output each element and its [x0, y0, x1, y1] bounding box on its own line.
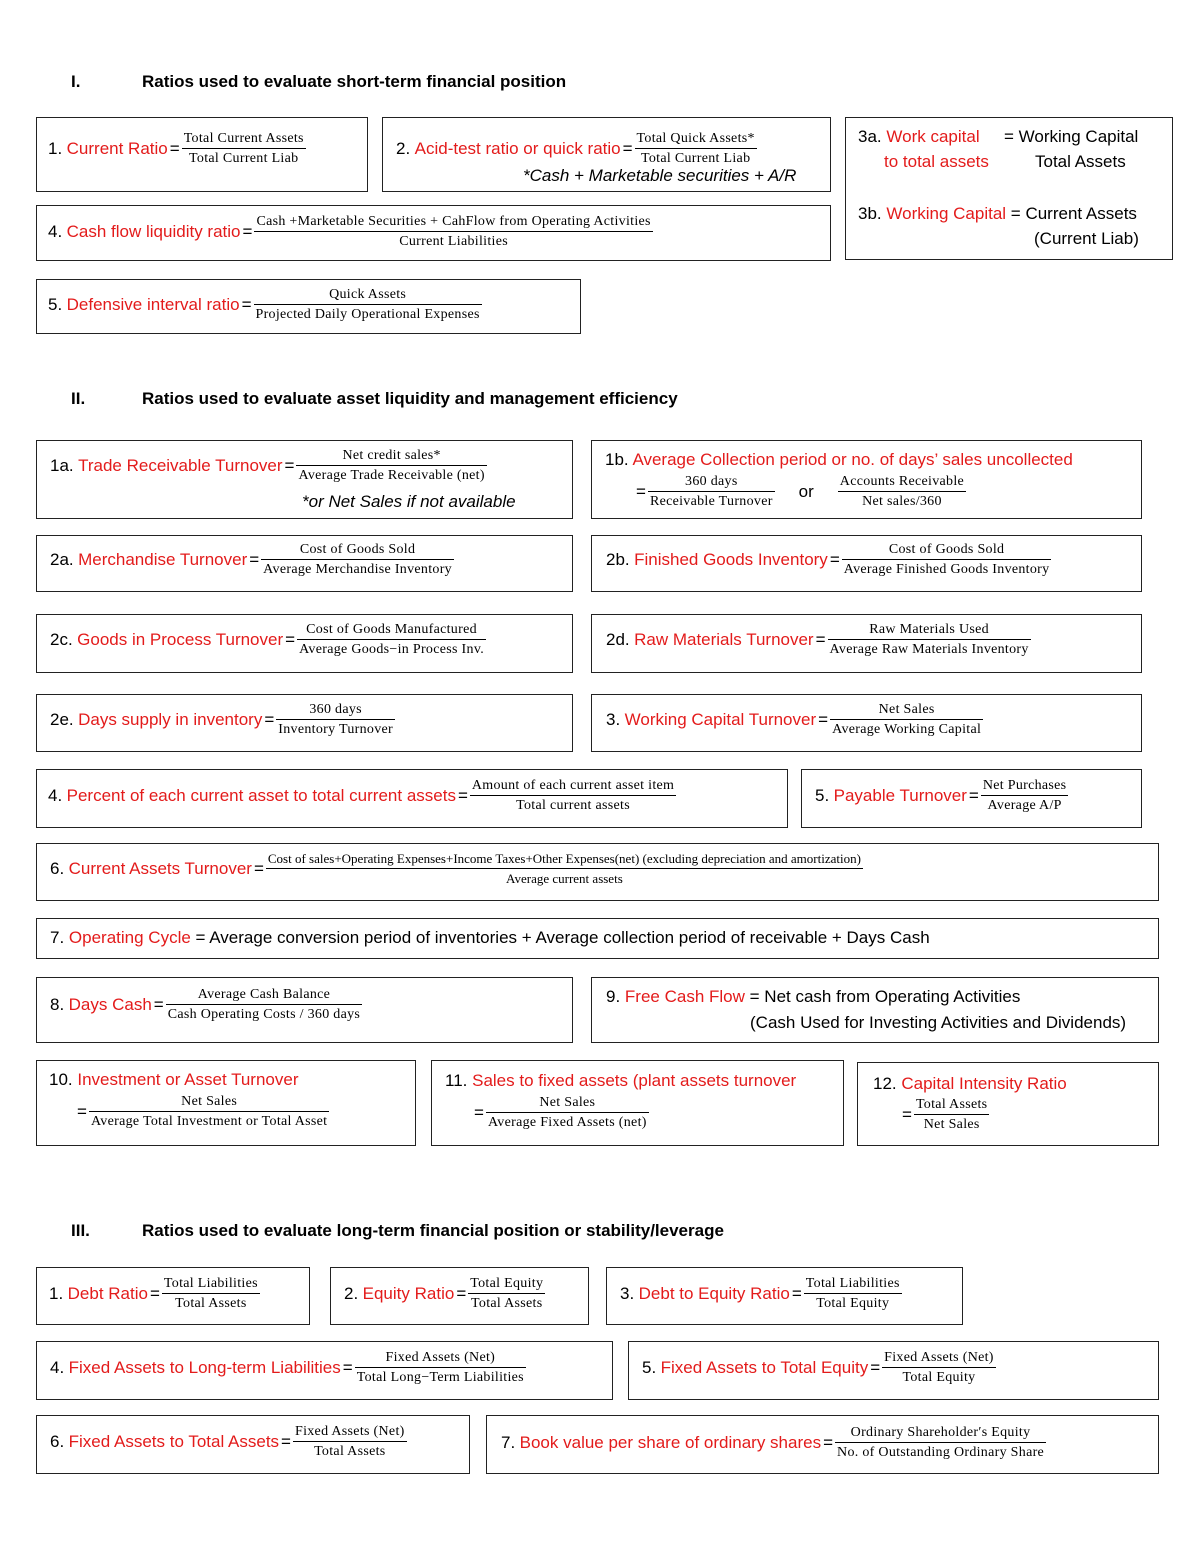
- formula-fraction: [297, 622, 486, 658]
- numerator: Cash +Marketable Securities + CahFlow from Operating Activities: [256, 214, 651, 229]
- ratio-cash-flow-liquidity: 4. Cash flow liquidity ratio = Cash +Marketable Securities + CahFlow from Operating Activities Current Liabilities: [36, 205, 831, 261]
- ratio-name: Work capital: [886, 127, 980, 146]
- formula-fraction: [882, 1350, 996, 1386]
- denominator: Total Long−Term Liabilities: [355, 1367, 526, 1386]
- formula-fraction: [648, 474, 775, 510]
- numerator: Net Sales: [878, 702, 935, 717]
- numerator: Net credit sales*: [342, 448, 441, 463]
- formula-fraction: [914, 1097, 989, 1133]
- ratio-working-capital: 3a. Work capital to total assets = Working Capital Total Assets 3b. Working Capital = Current Assets (Current Liab): [845, 117, 1173, 260]
- formula-fraction: [830, 702, 983, 738]
- denominator: Average Total Investment or Total Asset: [89, 1111, 329, 1130]
- ratio-days-supply-in-inventory: 2e. Days supply in inventory = $\frac{\text{360 days}}{\text{Inventory Turnover}}$: [36, 694, 573, 752]
- formula-fraction: [486, 1095, 649, 1131]
- ratio-name: Finished Goods Inventory: [634, 550, 828, 569]
- ratio-name: Average Collection period or no. of days’ sales uncollected: [632, 450, 1073, 469]
- formula-fraction: [89, 1094, 329, 1130]
- formula-fraction: [468, 1276, 545, 1312]
- section-title: Ratios used to evaluate short-term financial position: [142, 72, 567, 91]
- numerator: Total Current Assets: [183, 131, 304, 146]
- numerator: Accounts Receivable: [839, 474, 965, 489]
- denominator: Total Assets: [468, 1293, 545, 1312]
- ratio-name: Working Capital: [886, 204, 1007, 223]
- ratio-name: Fixed Assets to Total Assets: [68, 1432, 280, 1451]
- numerator: 360 days: [685, 474, 738, 489]
- denominator: Average Raw Materials Inventory: [828, 639, 1031, 658]
- numerator: Raw Materials Used: [869, 622, 989, 637]
- ratio-name: Capital Intensity Ratio: [901, 1074, 1067, 1093]
- formula-fraction: [254, 287, 482, 323]
- denominator: Average Finished Goods Inventory: [842, 559, 1052, 578]
- section-title: Ratios used to evaluate long-term financial position or stability/leverage: [142, 1221, 724, 1240]
- denominator: Projected Daily Operational Expenses: [254, 304, 482, 323]
- formula-fraction: [182, 131, 306, 167]
- numerator: Cost of Goods Sold: [299, 542, 416, 557]
- formula-fraction: [835, 1425, 1046, 1461]
- ratio-name: Debt Ratio: [67, 1284, 148, 1303]
- ratio-name: Percent of each current asset to total current assets: [66, 786, 456, 805]
- ratio-free-cash-flow: 9. Free Cash Flow = Net cash from Operating Activities (Cash Used for Investing Activities and Dividends): [591, 977, 1159, 1043]
- denominator: Average Merchandise Inventory: [261, 559, 454, 578]
- ratio-name: Book value per share of ordinary shares: [519, 1433, 822, 1452]
- formula-fraction: [254, 214, 652, 250]
- ratio-debt: 1. Debt Ratio = $\frac{\text{Total Liabilities}}{\text{Total Assets}}$: [36, 1267, 310, 1325]
- section-number: I.: [71, 72, 81, 91]
- ratio-number: 1.: [48, 139, 63, 158]
- ratio-book-value-per-share: 7. Book value per share of ordinary shares = $\frac{\text{Ordinary Shareholder′s Equity}}{\text{No. of Outstanding Ordinary Share}}$: [486, 1415, 1159, 1474]
- ratio-payable-turnover: 5. Payable Turnover = $\frac{\text{Net Purchases}}{\text{Average A/P}}$: [801, 769, 1142, 828]
- ratio-raw-materials-turnover: 2d. Raw Materials Turnover = $\frac{\text{Raw Materials Used}}{\text{Average Raw Materials Inventory}}$: [591, 614, 1142, 673]
- ratio-name: Payable Turnover: [833, 786, 967, 805]
- footnote: *or Net Sales if not available: [302, 492, 516, 511]
- ratio-merchandise-turnover: 2a. Merchandise Turnover = $\frac{\text{Cost of Goods Sold}}{\text{Average Merchandise Inventory}}$: [36, 535, 573, 592]
- denominator: Average Goods−in Process Inv.: [297, 639, 486, 658]
- formula-fraction: [635, 131, 757, 167]
- ratio-name: Investment or Asset Turnover: [77, 1070, 299, 1089]
- denominator: Average Fixed Assets (net): [486, 1112, 649, 1131]
- numerator: Total Liabilities: [163, 1276, 258, 1291]
- ratio-equity: 2. Equity Ratio = $\frac{\text{Total Equity}}{\text{Total Assets}}$: [330, 1267, 589, 1325]
- ratio-name: Days supply in inventory: [78, 710, 263, 729]
- ratio-goods-in-process-turnover: 2c. Goods in Process Turnover = $\frac{\text{Cost of Goods Manufactured}}{\text{Average Goods−in Process Inv.}}$: [36, 614, 573, 673]
- ratio-name: Trade Receivable Turnover: [78, 456, 283, 475]
- denominator: Average Trade Receivable (net): [296, 465, 486, 484]
- ratio-current: 1. Current Ratio = $\frac{\text{Total Current Assets}}{\text{Total Current Liab}}$: [36, 117, 368, 192]
- ratio-trade-receivable-turnover: 1a. Trade Receivable Turnover = $\frac{\text{Net credit sales*}}{\text{Average Trade Receivable (net)}}$ *or Net Sales if not available: [36, 440, 573, 519]
- ratio-name: Defensive interval ratio: [66, 295, 240, 314]
- ratio-name: Free Cash Flow: [624, 987, 745, 1006]
- ratio-name: Days Cash: [68, 995, 152, 1014]
- numerator: Amount of each current asset item: [471, 778, 675, 793]
- ratio-debt-to-equity: 3. Debt to Equity Ratio = $\frac{\text{Total Liabilities}}{\text{Total Equity}}$: [606, 1267, 963, 1325]
- formula-fraction: [842, 542, 1052, 578]
- ratio-fixed-assets-to-long-term-liabilities: 4. Fixed Assets to Long-term Liabilities = $\frac{\text{Fixed Assets (Net)}}{\text{Total Long−Term Liabilities}}$: [36, 1341, 613, 1400]
- denominator: Total Equity: [882, 1367, 996, 1386]
- numerator: Fixed Assets (Net): [294, 1424, 405, 1439]
- formula-fraction: [470, 778, 676, 814]
- numerator: Net Sales: [539, 1095, 596, 1110]
- ratio-capital-intensity: 12. Capital Intensity Ratio = $\frac{\text{Total Assets}}{\text{Net Sales}}$: [857, 1062, 1159, 1146]
- formula-fraction: [166, 987, 362, 1023]
- ratio-name: Current Ratio: [66, 139, 168, 158]
- ratio-name: Merchandise Turnover: [78, 550, 248, 569]
- ratio-name: Operating Cycle: [68, 928, 191, 947]
- denominator: Net Sales: [914, 1114, 989, 1133]
- numerator: Cost of sales+Operating Expenses+Income Taxes+Other Expenses(net) (excluding depreciation and amortization): [267, 851, 861, 866]
- denominator: Net sales/360: [838, 491, 966, 510]
- ratio-sales-to-fixed-assets: 11. Sales to fixed assets (plant assets turnover = $\frac{\text{Net Sales}}{\text{Average Fixed Assets (net)}}$: [431, 1060, 844, 1146]
- numerator: Total Assets: [915, 1097, 988, 1112]
- denominator: Total Assets: [293, 1441, 407, 1460]
- ratio-fixed-assets-to-total-assets: 6. Fixed Assets to Total Assets = $\frac{\text{Fixed Assets (Net)}}{\text{Total Assets}}$: [36, 1415, 470, 1474]
- ratio-name: Fixed Assets to Total Equity: [660, 1358, 869, 1377]
- denominator: Total Assets: [162, 1293, 260, 1312]
- denominator: Cash Operating Costs / 360 days: [166, 1004, 362, 1023]
- denominator: Total Current Liab: [182, 148, 306, 167]
- ratio-name: Current Assets Turnover: [68, 859, 252, 878]
- denominator: Total Current Liab: [635, 148, 757, 167]
- numerator: Fixed Assets (Net): [385, 1350, 496, 1365]
- numerator: Net Sales: [181, 1094, 238, 1109]
- denominator: Inventory Turnover: [276, 719, 395, 738]
- formula-fraction: [981, 778, 1069, 814]
- ratio-name: Goods in Process Turnover: [77, 630, 284, 649]
- denominator: Receivable Turnover: [648, 491, 775, 510]
- numerator: Ordinary Shareholder′s Equity: [850, 1425, 1031, 1440]
- formula-fraction: [804, 1276, 902, 1312]
- section-title: Ratios used to evaluate asset liquidity and management efficiency: [142, 389, 678, 408]
- formula-fraction: [838, 474, 966, 510]
- formula-fraction: [266, 851, 863, 887]
- formula-fraction: [162, 1276, 260, 1312]
- formula-fraction: [276, 702, 395, 738]
- ratio-name: Equity Ratio: [362, 1284, 455, 1303]
- ratio-acid-test: 2. Acid-test ratio or quick ratio = $\frac{\text{Total Quick Assets*}}{\text{Total Current Liab}}$ *Cash + Marketable securities + A/R: [382, 117, 831, 192]
- ratio-name: Fixed Assets to Long-term Liabilities: [68, 1358, 341, 1377]
- numerator: Cost of Goods Manufactured: [306, 622, 477, 637]
- numerator: Average Cash Balance: [197, 987, 331, 1002]
- ratio-name: Sales to fixed assets (plant assets turnover: [472, 1071, 797, 1090]
- ratio-days-cash: 8. Days Cash = $\frac{\text{Average Cash Balance}}{\text{Cash Operating Costs / 360 days}}$: [36, 977, 573, 1043]
- formula-fraction: [828, 622, 1031, 658]
- formula-fraction: [296, 448, 486, 484]
- footnote: *Cash + Marketable securities + A/R: [523, 166, 797, 185]
- denominator: Average Working Capital: [830, 719, 983, 738]
- formula-fraction: [261, 542, 454, 578]
- denominator: Current Liabilities: [254, 231, 652, 250]
- ratio-name: Cash flow liquidity ratio: [66, 222, 241, 241]
- formula-fraction: [355, 1350, 526, 1386]
- denominator: No. of Outstanding Ordinary Share: [835, 1442, 1046, 1461]
- numerator: Total Quick Assets*: [636, 131, 755, 146]
- denominator: Average A/P: [981, 795, 1069, 814]
- numerator: Cost of Goods Sold: [888, 542, 1005, 557]
- ratio-name: Raw Materials Turnover: [634, 630, 814, 649]
- ratio-working-capital-turnover: 3. Working Capital Turnover = $\frac{\text{Net Sales}}{\text{Average Working Capital}}$: [591, 694, 1142, 752]
- denominator: Total current assets: [470, 795, 676, 814]
- numerator: 360 days: [309, 702, 362, 717]
- ratio-investment-asset-turnover: 10. Investment or Asset Turnover = $\frac{\text{Net Sales}}{\text{Average Total Investment or Total Asset}}$: [36, 1060, 416, 1146]
- numerator: Fixed Assets (Net): [884, 1350, 994, 1365]
- ratio-finished-goods-inventory: 2b. Finished Goods Inventory = $\frac{\text{Cost of Goods Sold}}{\text{Average Finished Goods Inventory}}$: [591, 535, 1142, 592]
- ratio-name: Working Capital Turnover: [624, 710, 817, 729]
- ratio-defensive-interval: 5. Defensive interval ratio = $\frac{\text{Quick Assets}}{\text{Projected Daily Operational Expenses}}$: [36, 279, 581, 334]
- ratio-average-collection-period: 1b. Average Collection period or no. of days’ sales uncollected = $\frac{\text{360 days}}{\text{Receivable Turnover}}$ or $\frac{\text{Accounts Receivable}}{\text{Net sales/360}}$: [591, 440, 1142, 519]
- numerator: Quick Assets: [329, 287, 407, 302]
- denominator: Total Equity: [804, 1293, 902, 1312]
- ratio-percent-current-assets: 4. Percent of each current asset to total current assets = $\frac{\text{Amount of each current asset item}}{\text{Total current assets}}$: [36, 769, 788, 828]
- numerator: Total Equity: [470, 1276, 544, 1291]
- ratio-fixed-assets-to-total-equity: 5. Fixed Assets to Total Equity = $\frac{\text{Fixed Assets (Net)}}{\text{Total Equity}}$: [628, 1341, 1159, 1400]
- ratio-name: Debt to Equity Ratio: [638, 1284, 790, 1303]
- numerator: Net Purchases: [982, 778, 1067, 793]
- formula-fraction: [293, 1424, 407, 1460]
- ratio-current-assets-turnover: 6. Current Assets Turnover = Cost of sales+Operating Expenses+Income Taxes+Other Expenses(net) (excluding depreciation and amortization) Average current assets: [36, 843, 1159, 901]
- numerator: Total Liabilities: [805, 1276, 900, 1291]
- ratio-name: Acid-test ratio or quick ratio: [414, 139, 621, 158]
- denominator: Average current assets: [266, 868, 863, 887]
- ratio-operating-cycle: 7. Operating Cycle = Average conversion period of inventories + Average collection period of receivable + Days Cash: [36, 918, 1159, 959]
